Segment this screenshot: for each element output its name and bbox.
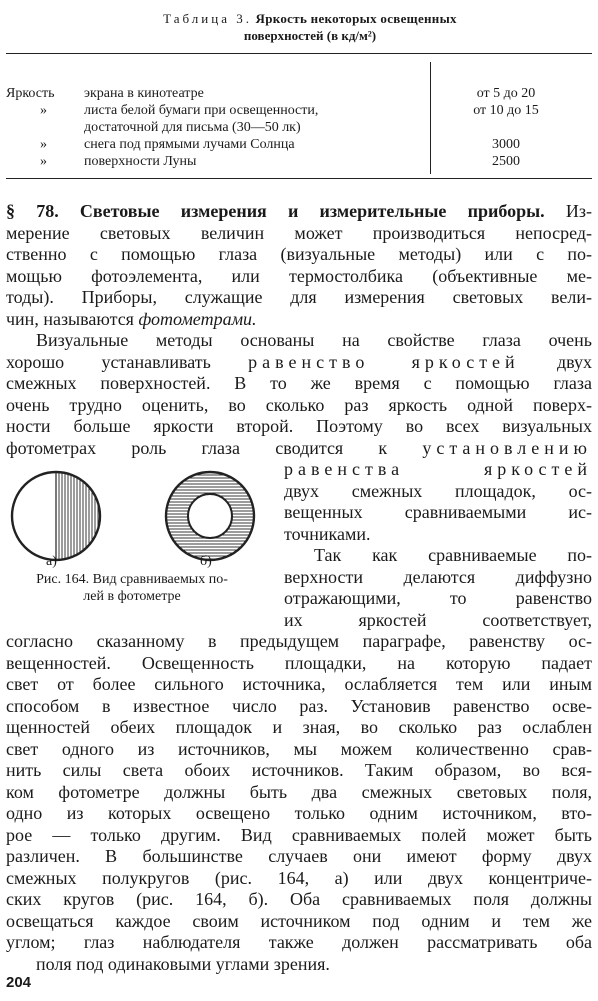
table-caption-title-line1: Яркость некоторых освещенных xyxy=(255,11,457,26)
table-cell-surface: экрана в кинотеатре xyxy=(84,86,204,101)
text-line: чин, называются фотометрами. xyxy=(6,308,257,329)
text-line: ских кругов (рис. 164, б). Оба сравниваемых поля должны xyxy=(6,889,592,909)
text-line: свет от более сильного источника, ослабляется тем или иным xyxy=(6,674,592,694)
table-cell-value: 2500 xyxy=(492,154,520,169)
text-line: вещенных сравниваемыми ис- xyxy=(284,502,592,522)
table-cell-surface: снега под прямыми лучами Солнца xyxy=(84,137,295,152)
text-line: фотометрах роль глаза сводится к установлению xyxy=(6,437,592,458)
table-column-divider xyxy=(430,62,431,174)
text-line: отражающими, то равенство xyxy=(284,588,592,608)
paragraph-3-wrap xyxy=(284,545,592,631)
semicircles-field-a xyxy=(12,472,100,560)
text-line: верхности делаются диффузно xyxy=(284,566,592,587)
text-line: Визуальные методы основаны на свойстве глаза очень xyxy=(36,330,592,350)
text-line: одно из которых освещено только одним источником, вто- xyxy=(6,803,592,823)
text-line: нить силы света обоих источников. Таким образом, во вся- xyxy=(6,760,592,780)
text-line: § 78. Световые измерения и измерительные приборы. Из- xyxy=(6,201,592,221)
table-cell-surface: поверхности Луны xyxy=(84,154,197,169)
figure-164 xyxy=(4,468,266,618)
text-line: смежных поверхностей. В то же время с помощью глаза xyxy=(6,373,592,393)
concentric-circles-field-b xyxy=(166,472,254,560)
text-line: мерение световых величин может производиться непосред- xyxy=(6,222,592,243)
text-line: хорошо устанавливать равенство яркостей двух xyxy=(6,351,592,372)
table-cell-surface: листа белой бумаги при освещенности, xyxy=(84,103,319,118)
figure-label-a: а) xyxy=(46,554,57,569)
text-line: двух смежных площадок, ос- xyxy=(284,480,592,501)
text-line: Так как сравниваемые по- xyxy=(314,545,592,565)
emphasis-equality: равенство яркостей xyxy=(248,351,520,372)
text-line: освещаться каждое своим источником под одним и тем же xyxy=(6,910,592,931)
paragraph-2 xyxy=(6,330,592,459)
emphasis-equality-2: равенства яркостей xyxy=(284,459,592,479)
table-cell-label: Яркость xyxy=(6,86,55,101)
table-cell-label: » xyxy=(40,137,47,152)
table-caption xyxy=(60,10,560,44)
text-line: смежных полукругов (рис. 164, а) или двух концентриче- xyxy=(6,867,592,888)
text-line: согласно сказанному в предыдущем параграфе, равенству ос- xyxy=(6,631,592,651)
term-photometers: фотометрами. xyxy=(138,308,257,329)
text-line: рое — только другим. Вид сравниваемых полей может быть xyxy=(6,824,592,845)
text-line: ственно с помощью глаза (визуальные методы) или с по- xyxy=(6,244,592,264)
table-cell-label: » xyxy=(40,103,47,118)
text-line: вещенностей. Освещенность площадки, на которую падает xyxy=(6,652,592,673)
text-line: точниками. xyxy=(284,523,371,544)
text-line: свет одного из источников, мы можем количественно срав- xyxy=(6,738,592,759)
text-line: поля под одинаковыми углами зрения. xyxy=(36,953,330,974)
text-line: различен. В большинстве случаев они имеют форму двух xyxy=(6,846,592,866)
paragraph-1 xyxy=(6,201,592,330)
section-heading: § 78. Световые измерения и измерительные приборы. xyxy=(6,201,545,221)
table-caption-word: Таблица 3. xyxy=(163,11,252,26)
text-line: очень трудно оценить, во сколько раз яркость одной поверх- xyxy=(6,394,592,415)
text-line: ности больше яркости второй. Поэтому во всех визуальных xyxy=(6,416,592,436)
table-cell-value: 3000 xyxy=(492,137,520,152)
figure-caption: Рис. 164. Вид сравниваемых по- лей в фотометре xyxy=(36,572,228,604)
table-cell-value: от 10 до 15 xyxy=(473,103,539,118)
table-cell-label: » xyxy=(40,154,47,169)
paragraph-2-wrap xyxy=(284,459,592,545)
text-line: щенностей обеих площадок и зная, во сколько раз ослаблен xyxy=(6,717,592,737)
text-line: мощью фотоэлемента, или термостолбика (объективные ме- xyxy=(6,265,592,286)
text-line: ком фотометре должны быть два смежных световых поля, xyxy=(6,781,592,802)
table-caption-title-line2: поверхностей (в кд/м²) xyxy=(243,28,377,43)
text-line: тоды). Приборы, служащие для измерения световых вели- xyxy=(6,287,592,307)
text-line: углом; глаз наблюдателя также должен рассматривать оба xyxy=(6,932,592,952)
table-top-rule xyxy=(6,53,592,54)
photometer-fields-drawing xyxy=(4,468,266,568)
table-bottom-rule xyxy=(6,178,592,179)
figure-label-b: б) xyxy=(200,554,212,569)
page-number: 204 xyxy=(6,974,32,991)
table-cell-value: от 5 до 20 xyxy=(476,86,536,101)
paragraph-3 xyxy=(6,631,592,975)
text-line: способом в известное число раз. Установив равенство осве- xyxy=(6,695,592,716)
text-line: их яркостей соответствует, xyxy=(284,609,592,630)
table-cell-surface: достаточной для письма (30—50 лк) xyxy=(84,120,301,135)
emphasis-establishment: установлению xyxy=(422,437,592,458)
